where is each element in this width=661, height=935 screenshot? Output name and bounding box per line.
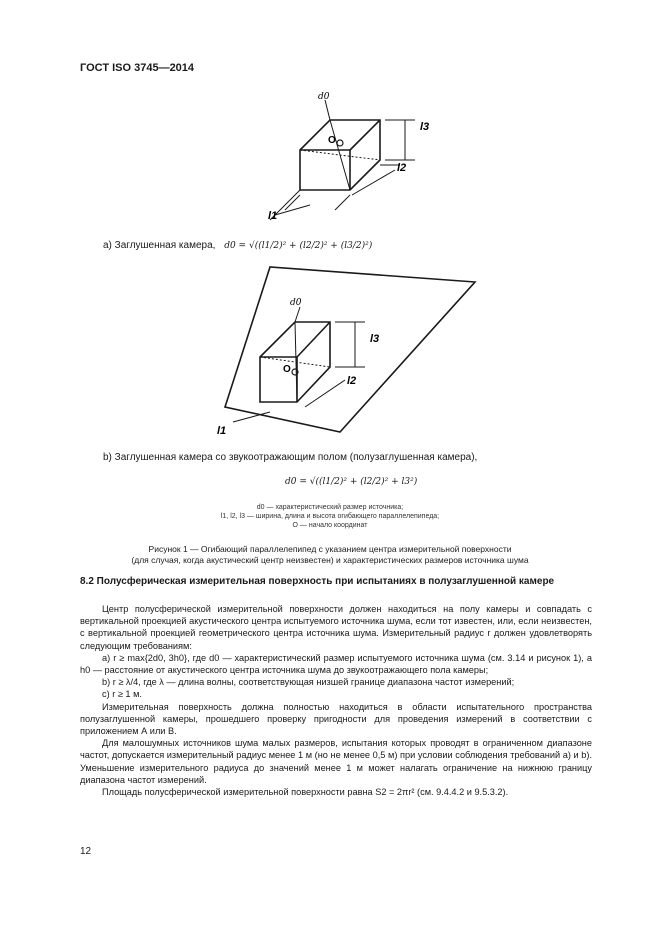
label-l3-a: l3: [420, 121, 430, 133]
paragraph-2: a) r ≥ max{2d0, 3h0}, где d0 — характеристический размер испытуемого источника шума (см. 3.14 и рисунок 1), а h0 — расстояние от акустического центра источника шума до звукоотражающего пола камеры;: [80, 652, 592, 676]
label-l3-b: l3: [370, 333, 380, 345]
paragraph-3: b) r ≥ λ/4, где λ — длина волны, соответствующая низшей границе диапазона частот измерений;: [102, 677, 515, 688]
figure-title-line-1: Рисунок 1 — Огибающий параллелепипед с указанием центра измерительной поверхности: [148, 544, 512, 554]
section-title: 8.2 Полусферическая измерительная поверхность при испытаниях в полузаглушенной камере: [80, 576, 555, 587]
figure-a-caption: [103, 240, 372, 251]
label-l1-b: l1: [217, 425, 227, 437]
figure-b: [205, 262, 485, 442]
label-d0-b: d0: [290, 298, 302, 308]
legend-origin: O — начало координат: [292, 522, 368, 529]
label-l2-b: l2: [347, 375, 357, 387]
figure-title-line-2: (для случая, когда акустический центр неизвестен) и характеристических размеров источника шума: [131, 555, 529, 565]
label-d0-a: d0: [318, 92, 330, 102]
paragraph-7: Площадь полусферической измерительной поверхности равна S2 = 2πr² (см. 9.4.4.2 и 9.5.3.2).: [102, 787, 509, 798]
label-o-b: O: [283, 364, 291, 375]
legend-dims: l1, l2, l3 — ширина, длина и высота огибающего параллелепипеда;: [220, 513, 440, 520]
label-l1-a: l1: [268, 210, 278, 222]
paragraph-6: Для малошумных источников шума малых размеров, испытания которых проводят в ограниченном диапазоне частот, допускается измерительный радиус менее 1 м (но не менее 0,5 м) при условии соблюдения требований а) и b). Уменьшение измерительного радиуса до значений менее 1 м может налагать ограничение на нижнюю границу диапазона частот измерений.: [80, 738, 592, 785]
section-body: [80, 603, 592, 798]
legend-d0: d0 — характеристический размер источника;: [256, 504, 404, 511]
figure-a-formula: d0 = √((l1/2)² + (l2/2)² + (l3/2)²): [224, 241, 373, 251]
page-number: 12: [80, 846, 92, 857]
document-header: ГОСТ ISO 3745—2014: [80, 62, 195, 74]
figure-a-caption-text: a) Заглушенная камера,: [103, 240, 216, 251]
figure-a: [230, 85, 450, 235]
paragraph-1: Центр полусферической измерительной поверхности должен находиться на полу камеры и совпадать с вертикальной проекцией акустического центра испытуемого источника шума, если тот известен, или, если неизвестен, с вертикальной проекцией геометрического центра источника шума. Измерительный радиус r должен удовлетворять следующим требованиям:: [80, 604, 592, 651]
figure-title: [80, 544, 580, 566]
figure-b-caption: b) Заглушенная камера со звукоотражающим полом (полузаглушенная камера),: [103, 452, 478, 463]
label-l2-a: l2: [397, 162, 407, 174]
figure-b-drawing: [205, 262, 485, 442]
paragraph-5: Измерительная поверхность должна полностью находиться в области испытательного пространства полузаглушенной камеры, прошедшего проверку пригодности для проведения измерений в соответствии с приложением А или В.: [80, 701, 592, 737]
figure-b-formula: d0 = √((l1/2)² + (l2/2)² + l3²): [285, 477, 418, 487]
label-o-a: O: [328, 135, 336, 146]
paragraph-4: c) r ≥ 1 м.: [102, 689, 142, 700]
figure-a-drawing: [230, 85, 450, 235]
